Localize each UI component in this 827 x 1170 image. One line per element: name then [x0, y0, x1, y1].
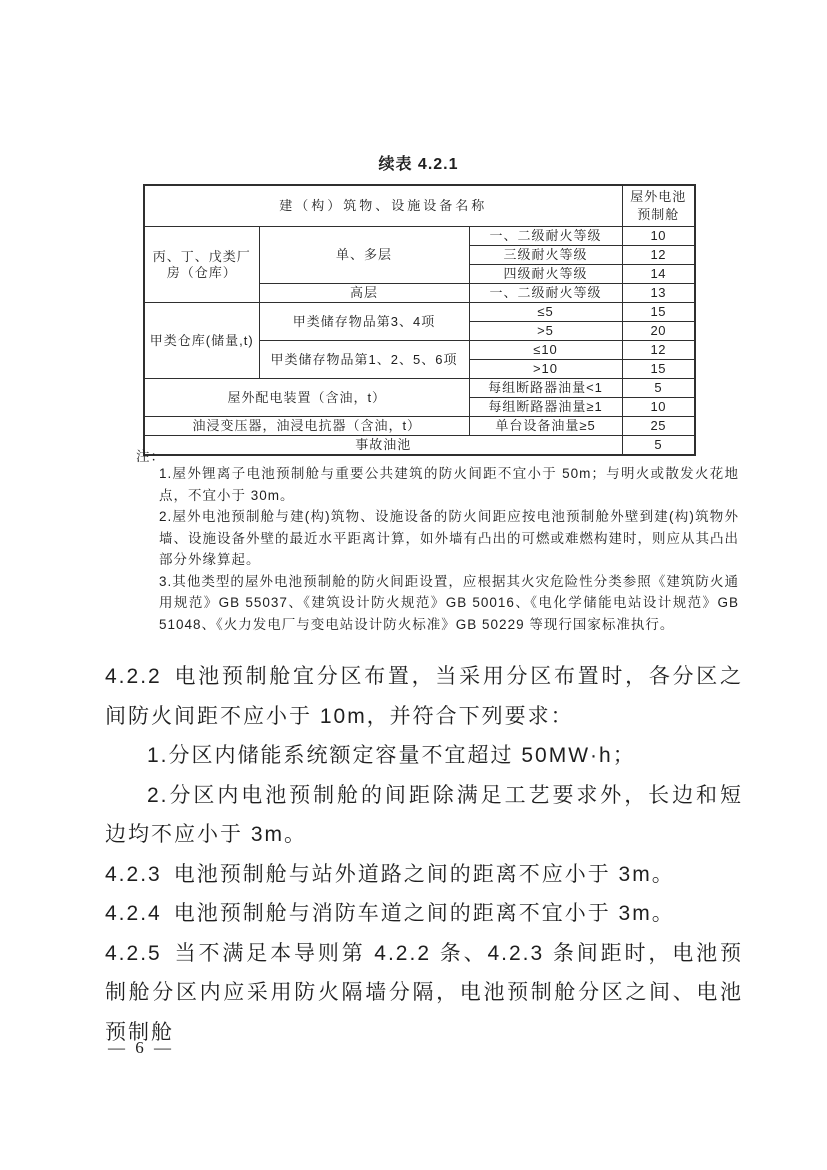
clause-number: 4.2.3: [105, 862, 162, 886]
clause-text: 1.分区内储能系统额定容量不宜超过 50MW·h；: [147, 744, 636, 767]
clause-4-2-2-item-1: [105, 736, 743, 776]
cell-storage-items-1-2-5-6: 甲类储存物品第1、2、5、6项: [259, 341, 469, 379]
fire-distance-table: [143, 184, 696, 456]
clause-4-2-5: [105, 934, 743, 1053]
cell-fire-rating: 一、二级耐火等级: [469, 227, 622, 246]
header-outdoor-battery-cabin: 屋外电池预制舱: [622, 185, 695, 227]
cell-distance-value: 14: [622, 265, 695, 284]
table-title: 续表 4.2.1: [378, 156, 459, 173]
cell-factory-category: 丙、丁、戊类厂房（仓库）: [144, 227, 259, 303]
table-row: [144, 436, 695, 456]
cell-quantity-range: >5: [469, 322, 622, 341]
clause-text: 电池预制舱与站外道路之间的距离不应小于 3m。: [173, 862, 675, 886]
cell-outdoor-power-distribution: 屋外配电装置（含油，t）: [144, 379, 469, 417]
clause-4-2-2: [105, 657, 743, 736]
cell-quantity-range: ≤10: [469, 341, 622, 360]
clause-text: 电池预制舱与消防车道之间的距离不宜小于 3m。: [173, 902, 675, 925]
cell-breaker-oil-range: 每组断路器油量≥1: [469, 398, 622, 417]
cell-fire-rating: 三级耐火等级: [469, 246, 622, 265]
cell-oil-immersed-transformer: 油浸变压器，油浸电抗器（含油，t）: [144, 417, 469, 436]
cell-distance-value: 12: [622, 246, 695, 265]
header-building-name: 建（构）筑物、设施设备名称: [144, 185, 622, 227]
table-row: [144, 417, 695, 436]
notes-label: 注：: [136, 449, 165, 464]
cell-quantity-range: ≤5: [469, 303, 622, 322]
cell-single-multi-storey: 单、多层: [259, 227, 469, 284]
cell-distance-value: 20: [622, 322, 695, 341]
cell-equipment-oil-range: 单台设备油量≥5: [469, 417, 622, 436]
cell-distance-value: 10: [622, 398, 695, 417]
table-notes: [159, 463, 739, 635]
cell-distance-value: 15: [622, 360, 695, 379]
cell-distance-value: 12: [622, 341, 695, 360]
clause-4-2-4: [105, 894, 743, 934]
cell-distance-value: 5: [622, 379, 695, 398]
cell-distance-value: 13: [622, 284, 695, 303]
cell-fire-rating: 四级耐火等级: [469, 265, 622, 284]
note-item-1: 1.屋外锂离子电池预制舱与重要公共建筑的防火间距不宜小于 50m；与明火或散发火花地点，不宜小于 30m。: [159, 466, 739, 503]
cell-breaker-oil-range: 每组断路器油量<1: [469, 379, 622, 398]
cell-distance-value: 15: [622, 303, 695, 322]
cell-class-a-warehouse: 甲类仓库(储量,t): [144, 303, 259, 379]
page-number: — 6 —: [108, 1038, 174, 1057]
clause-text: 电池预制舱宜分区布置，当采用分区布置时，各分区之间防火间距不应小于 10m，并符合下列要求：: [105, 665, 743, 728]
cell-quantity-range: >10: [469, 360, 622, 379]
cell-storage-items-3-4: 甲类储存物品第3、4项: [259, 303, 469, 341]
clause-4-2-2-item-2: [105, 776, 743, 855]
clause-number: 4.2.2: [105, 665, 162, 688]
table-row: [144, 379, 695, 398]
clause-text: 当不满足本导则第 4.2.2 条、4.2.3 条间距时，电池预制舱分区内应采用防火隔墙分隔，电池预制舱分区之间、电池预制舱: [105, 941, 743, 1044]
clause-text: 2.分区内电池预制舱的间距除满足工艺要求外，长边和短边均不应小于 3m。: [105, 783, 743, 846]
table-row: [144, 303, 695, 322]
table-header-row: [144, 185, 695, 227]
cell-fire-rating: 一、二级耐火等级: [469, 284, 622, 303]
clauses-body: [105, 657, 743, 1052]
clause-number: 4.2.5: [105, 941, 162, 965]
cell-distance-value: 25: [622, 417, 695, 436]
note-item-3: 3.其他类型的屋外电池预制舱的防火间距设置，应根据其火灾危险性分类参照《建筑防火通用规范》GB 55037、《建筑设计防火规范》GB 50016、《电化学储能电站设计规范》GB 51048、《火力发电厂与变电站设计防火标准》GB 50229 等现行国家标准执行。: [159, 573, 739, 632]
cell-high-rise: 高层: [259, 284, 469, 303]
table-row: [144, 227, 695, 246]
cell-accident-oil-pool: 事故油池: [144, 436, 622, 456]
note-item-2: 2.屋外电池预制舱与建(构)筑物、设施设备的防火间距应按电池预制舱外壁到建(构)筑物外墙、设施设备外壁的最近水平距离计算，如外墙有凸出的可燃或难燃构建时，则应从其凸出部分外缘算起。: [159, 509, 739, 567]
clause-number: 4.2.4: [105, 902, 162, 925]
cell-distance-value: 10: [622, 227, 695, 246]
cell-distance-value: 5: [622, 436, 695, 456]
clause-4-2-3: [105, 855, 743, 895]
